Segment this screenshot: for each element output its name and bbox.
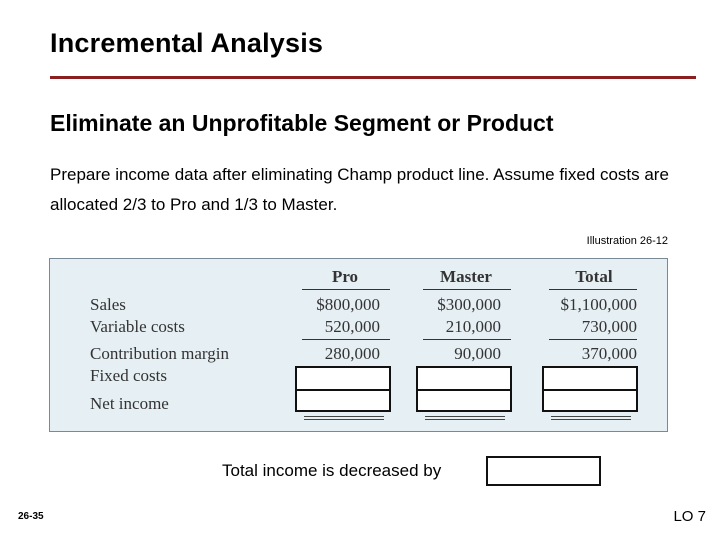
cell-contribution-total: 370,000 bbox=[581, 344, 637, 363]
cell-variable-master: 210,000 bbox=[445, 317, 501, 336]
double-rule-total bbox=[551, 416, 631, 420]
cell-contribution-master: 90,000 bbox=[454, 344, 501, 363]
sum-rule-master bbox=[423, 339, 511, 340]
double-rule-pro bbox=[304, 416, 384, 420]
cell-sales-pro: $800,000 bbox=[316, 295, 380, 314]
sum-rule-pro bbox=[302, 339, 390, 340]
answer-box-master[interactable] bbox=[416, 366, 512, 412]
header-rule-master bbox=[423, 289, 511, 290]
row-label-variable-costs: Variable costs bbox=[90, 317, 185, 336]
cell-variable-total: 730,000 bbox=[581, 317, 637, 336]
column-header-total: Total bbox=[575, 267, 613, 286]
row-label-fixed-costs: Fixed costs bbox=[90, 366, 167, 385]
row-label-net-income: Net income bbox=[90, 394, 169, 413]
slide-subtitle: Eliminate an Unprofitable Segment or Product bbox=[50, 110, 554, 136]
cell-sales-master: $300,000 bbox=[437, 295, 501, 314]
answer-box-total[interactable] bbox=[542, 366, 638, 412]
answer-box-pro[interactable] bbox=[295, 366, 391, 412]
title-rule bbox=[50, 76, 696, 79]
decrease-statement: Total income is decreased by bbox=[222, 461, 442, 480]
income-table-panel bbox=[49, 258, 668, 432]
cell-contribution-pro: 280,000 bbox=[324, 344, 380, 363]
cell-sales-total: $1,100,000 bbox=[560, 295, 637, 314]
column-header-master: Master bbox=[440, 267, 492, 286]
column-header-pro: Pro bbox=[331, 267, 359, 286]
row-label-contribution-margin: Contribution margin bbox=[90, 344, 229, 363]
header-rule-total bbox=[549, 289, 637, 290]
instruction-text: Prepare income data after eliminating Champ product line. Assume fixed costs are allocated 2/3 to Pro and 1/3 to Master. bbox=[50, 165, 669, 214]
sum-rule-total bbox=[549, 339, 637, 340]
slide-title: Incremental Analysis bbox=[50, 28, 324, 58]
learning-objective-tag: LO 7 bbox=[673, 508, 706, 525]
decrease-answer-box[interactable] bbox=[486, 456, 601, 486]
page-number: 26-35 bbox=[18, 511, 44, 522]
illustration-label: Illustration 26-12 bbox=[586, 235, 668, 247]
row-label-sales: Sales bbox=[90, 295, 126, 314]
double-rule-master bbox=[425, 416, 505, 420]
cell-variable-pro: 520,000 bbox=[324, 317, 380, 336]
header-rule-pro bbox=[302, 289, 390, 290]
